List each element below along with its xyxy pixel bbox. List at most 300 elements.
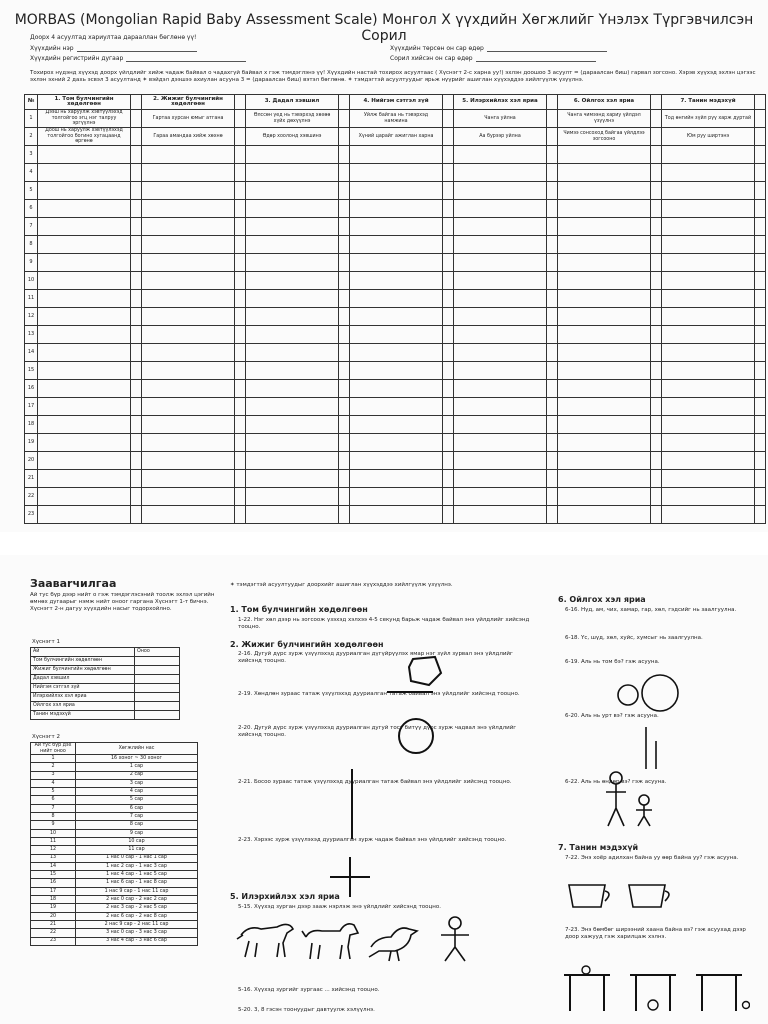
check-cell[interactable] [235, 236, 246, 254]
check-cell[interactable] [755, 398, 766, 416]
check-cell[interactable] [339, 146, 350, 164]
item-cell [142, 416, 235, 434]
check-cell[interactable] [235, 470, 246, 488]
score-cell[interactable] [135, 711, 180, 720]
total-score-cell: Ай тус бүр дэх нийт оноо [31, 743, 76, 755]
check-cell[interactable] [547, 95, 558, 110]
check-cell[interactable] [443, 128, 454, 146]
item-cell [142, 398, 235, 416]
domain-cell: Ай [31, 648, 135, 657]
check-cell[interactable] [651, 218, 662, 236]
row-number: 10 [25, 272, 38, 290]
check-cell[interactable] [443, 218, 454, 236]
item-cell [558, 254, 651, 272]
row-number: 4 [25, 164, 38, 182]
check-cell[interactable] [651, 164, 662, 182]
item-cell [142, 362, 235, 380]
item-cell [350, 236, 443, 254]
check-cell[interactable] [547, 416, 558, 434]
total-score-cell: 12 [31, 846, 76, 854]
check-cell[interactable] [443, 290, 454, 308]
check-cell[interactable] [131, 488, 142, 506]
item-cell [558, 470, 651, 488]
check-cell[interactable] [235, 272, 246, 290]
check-cell[interactable] [235, 308, 246, 326]
check-cell[interactable] [339, 344, 350, 362]
check-cell[interactable] [443, 200, 454, 218]
item-cell [142, 272, 235, 290]
check-cell[interactable] [547, 470, 558, 488]
row-number: 18 [25, 416, 38, 434]
dev-age-cell: 1 нас 0 сар - 1 нас 1 сар [76, 854, 198, 862]
total-score-cell: 17 [31, 887, 76, 895]
circle-figure [395, 715, 437, 757]
check-cell[interactable] [339, 110, 350, 128]
check-cell[interactable] [651, 236, 662, 254]
check-cell[interactable] [339, 434, 350, 452]
check-cell[interactable] [443, 452, 454, 470]
check-cell[interactable] [443, 236, 454, 254]
col-header-cognitive: 7. Танин мэдэхүй [662, 95, 755, 110]
child-name-field[interactable]: Хүүхдийн нэр [30, 44, 197, 52]
item-cell [454, 488, 547, 506]
check-cell[interactable] [235, 164, 246, 182]
table1-title: Хүснэгт 1 [32, 639, 61, 645]
check-cell[interactable] [755, 416, 766, 434]
check-cell[interactable] [755, 308, 766, 326]
item-cell [662, 380, 755, 398]
item-cell [558, 308, 651, 326]
dev-age-cell: 3 нас 0 сар - 3 нас 3 сар [76, 929, 198, 937]
cognitive-item-1: 7-22. Энэ хоёр адилхан байна уу өөр байна уу? гэж асууна. [565, 855, 739, 861]
check-cell[interactable] [755, 326, 766, 344]
check-cell[interactable] [443, 416, 454, 434]
check-cell[interactable] [443, 434, 454, 452]
item-cell [246, 452, 339, 470]
check-cell[interactable] [339, 272, 350, 290]
item-cell [350, 254, 443, 272]
item-cell: Аа бурээр уйлна [454, 128, 547, 146]
check-cell[interactable] [339, 398, 350, 416]
check-cell[interactable] [651, 272, 662, 290]
check-cell[interactable] [651, 470, 662, 488]
check-cell[interactable] [131, 308, 142, 326]
item-cell [350, 416, 443, 434]
dev-age-cell: 3 сар [76, 779, 198, 787]
check-cell[interactable] [755, 146, 766, 164]
check-cell[interactable] [339, 200, 350, 218]
item-cell [38, 470, 131, 488]
check-cell[interactable] [755, 164, 766, 182]
check-cell[interactable] [235, 362, 246, 380]
table-row [25, 416, 766, 434]
check-cell[interactable] [443, 380, 454, 398]
item-cell [246, 146, 339, 164]
check-cell[interactable] [443, 95, 454, 110]
check-cell[interactable] [755, 434, 766, 452]
table-row [31, 755, 198, 763]
check-cell[interactable] [651, 290, 662, 308]
check-cell[interactable] [235, 344, 246, 362]
check-cell[interactable] [235, 326, 246, 344]
check-cell[interactable] [651, 128, 662, 146]
check-cell[interactable] [755, 452, 766, 470]
check-cell[interactable] [755, 236, 766, 254]
check-cell[interactable] [755, 218, 766, 236]
item-cell [454, 380, 547, 398]
check-cell[interactable] [755, 362, 766, 380]
check-cell[interactable] [651, 95, 662, 110]
dev-age-cell: 2 нас 6 сар - 2 нас 8 сар [76, 912, 198, 920]
score-cell[interactable] [135, 675, 180, 684]
table-row [25, 218, 766, 236]
check-cell[interactable] [755, 128, 766, 146]
total-score-cell: 22 [31, 929, 76, 937]
check-cell[interactable] [547, 146, 558, 164]
table-row [31, 920, 198, 928]
dev-age-cell: 1 сар [76, 763, 198, 771]
check-cell[interactable] [339, 254, 350, 272]
score-cell[interactable] [135, 657, 180, 666]
child-register-field[interactable]: Хүүхдийн регистрийн дугаар [30, 54, 246, 62]
check-cell[interactable] [755, 95, 766, 110]
item-cell [662, 164, 755, 182]
check-cell[interactable] [651, 398, 662, 416]
fine-motor-item-2: 2-19. Хөндлөн зураас татаж үзүүлэхэд дууриалган татаж байвал энэ үйлдлийг хийсэнд тооцно. [238, 691, 520, 697]
check-cell[interactable] [651, 380, 662, 398]
instructions-page [0, 555, 768, 1024]
check-cell[interactable] [547, 200, 558, 218]
total-score-cell: 4 [31, 779, 76, 787]
check-cell[interactable] [547, 272, 558, 290]
check-cell[interactable] [547, 380, 558, 398]
test-date-field[interactable]: Сорил хийсэн он сар өдөр [390, 54, 596, 62]
table-row [31, 796, 198, 804]
item-cell [662, 398, 755, 416]
item-cell [454, 146, 547, 164]
check-cell[interactable] [755, 290, 766, 308]
check-cell[interactable] [339, 326, 350, 344]
table-row [31, 788, 198, 796]
check-cell[interactable] [651, 416, 662, 434]
check-cell[interactable] [235, 398, 246, 416]
item-cell [558, 434, 651, 452]
check-cell[interactable] [443, 470, 454, 488]
check-cell[interactable] [131, 164, 142, 182]
row-number: 7 [25, 218, 38, 236]
check-cell[interactable] [651, 488, 662, 506]
dev-age-cell: 2 нас 9 сар - 2 нас 11 сар [76, 920, 198, 928]
check-cell[interactable] [443, 272, 454, 290]
check-cell[interactable] [651, 146, 662, 164]
item-cell [246, 308, 339, 326]
check-cell[interactable] [235, 488, 246, 506]
check-cell[interactable] [651, 344, 662, 362]
dev-age-cell: 11 сар [76, 846, 198, 854]
check-cell[interactable] [755, 254, 766, 272]
table-row [25, 326, 766, 344]
check-cell[interactable] [547, 128, 558, 146]
check-cell[interactable] [235, 380, 246, 398]
item-cell [558, 380, 651, 398]
check-cell[interactable] [339, 380, 350, 398]
total-score-cell: 8 [31, 813, 76, 821]
table-row [31, 879, 198, 887]
row-number: 16 [25, 380, 38, 398]
expressive-item: 5-15. Хүүхэд зурган дээр зааж нэрлэж энэ үйлдлийг хийсэнд тооцно. [238, 904, 441, 910]
check-cell[interactable] [547, 362, 558, 380]
row-number: 17 [25, 398, 38, 416]
fine-motor-item-4: 2-21. Босоо зураас татаж үзүүлэхэд дууриалган татаж байвал энэ үйлдлийг хийсэнд тооцно. [238, 779, 512, 785]
col-header-self-help: 3. Дадал хэвшил [246, 95, 339, 110]
check-cell[interactable] [131, 218, 142, 236]
check-cell[interactable] [443, 110, 454, 128]
check-cell[interactable] [339, 506, 350, 524]
check-cell[interactable] [443, 182, 454, 200]
check-cell[interactable] [443, 164, 454, 182]
table-header-row [25, 95, 766, 110]
check-cell[interactable] [339, 164, 350, 182]
item-cell [38, 506, 131, 524]
check-cell[interactable] [755, 488, 766, 506]
table-row [25, 272, 766, 290]
check-cell[interactable] [651, 434, 662, 452]
check-cell[interactable] [131, 434, 142, 452]
check-cell[interactable] [339, 362, 350, 380]
check-cell[interactable] [235, 200, 246, 218]
table-row [31, 846, 198, 854]
table-row [31, 887, 198, 895]
item-cell [350, 200, 443, 218]
check-cell[interactable] [339, 128, 350, 146]
item-cell [558, 416, 651, 434]
item-cell [350, 146, 443, 164]
check-cell[interactable] [131, 272, 142, 290]
check-cell[interactable] [651, 110, 662, 128]
item-cell [350, 380, 443, 398]
total-score-cell: 21 [31, 920, 76, 928]
check-cell[interactable] [235, 182, 246, 200]
check-cell[interactable] [131, 146, 142, 164]
check-cell[interactable] [651, 452, 662, 470]
check-cell[interactable] [235, 452, 246, 470]
item-cell [454, 398, 547, 416]
check-cell[interactable] [443, 398, 454, 416]
check-cell[interactable] [651, 362, 662, 380]
item-cell [142, 488, 235, 506]
item-cell [558, 164, 651, 182]
item-cell [350, 434, 443, 452]
row-number: 20 [25, 452, 38, 470]
check-cell[interactable] [651, 200, 662, 218]
check-cell[interactable] [131, 362, 142, 380]
item-cell [142, 290, 235, 308]
birth-date-field[interactable]: Хүүхдийн төрсөн он сар өдөр [390, 44, 607, 52]
receptive-item-1: 6-16. Нүд, ам, чих, хамар, гар, хөл, гэдсийг нь заалгуулна. [565, 607, 737, 613]
item-cell [662, 254, 755, 272]
row-number: 19 [25, 434, 38, 452]
score-cell[interactable] [135, 684, 180, 693]
score-cell[interactable] [135, 666, 180, 675]
check-cell[interactable] [131, 470, 142, 488]
item-cell [142, 218, 235, 236]
table-row [25, 146, 766, 164]
check-cell[interactable] [443, 326, 454, 344]
dev-age-cell: 10 сар [76, 837, 198, 845]
item-cell [38, 416, 131, 434]
item-cell [454, 236, 547, 254]
check-cell[interactable] [651, 308, 662, 326]
check-cell[interactable] [547, 344, 558, 362]
table-row [31, 702, 180, 711]
check-cell[interactable] [131, 344, 142, 362]
check-cell[interactable] [339, 452, 350, 470]
item-cell [142, 452, 235, 470]
item-cell [454, 164, 547, 182]
row-number: 15 [25, 362, 38, 380]
check-cell[interactable] [131, 95, 142, 110]
item-cell [38, 452, 131, 470]
item-cell [142, 434, 235, 452]
check-cell[interactable] [339, 182, 350, 200]
check-cell[interactable] [755, 272, 766, 290]
check-cell[interactable] [547, 308, 558, 326]
check-cell[interactable] [339, 218, 350, 236]
check-cell[interactable] [547, 290, 558, 308]
check-cell[interactable] [443, 146, 454, 164]
score-table [30, 647, 180, 720]
row-number: 2 [25, 128, 38, 146]
check-cell[interactable] [131, 380, 142, 398]
check-cell[interactable] [755, 470, 766, 488]
check-cell[interactable] [755, 506, 766, 524]
item-cell [38, 326, 131, 344]
item-cell [558, 200, 651, 218]
check-cell[interactable] [651, 326, 662, 344]
item-cell [662, 416, 755, 434]
table-row [25, 236, 766, 254]
check-cell[interactable] [235, 146, 246, 164]
row-number: 21 [25, 470, 38, 488]
check-cell[interactable] [339, 416, 350, 434]
check-cell[interactable] [235, 110, 246, 128]
check-cell[interactable] [131, 326, 142, 344]
table-row [25, 452, 766, 470]
score-cell[interactable] [135, 702, 180, 711]
dev-age-cell: 4 сар [76, 788, 198, 796]
check-cell[interactable] [339, 236, 350, 254]
item-cell [662, 290, 755, 308]
check-cell[interactable] [131, 416, 142, 434]
check-cell[interactable] [131, 254, 142, 272]
check-cell[interactable] [339, 308, 350, 326]
check-cell[interactable] [755, 200, 766, 218]
check-cell[interactable] [339, 290, 350, 308]
check-cell[interactable] [755, 110, 766, 128]
check-cell[interactable] [339, 470, 350, 488]
table-row [31, 675, 180, 684]
check-cell[interactable] [547, 254, 558, 272]
check-cell[interactable] [651, 506, 662, 524]
check-cell[interactable] [131, 182, 142, 200]
check-cell[interactable] [339, 488, 350, 506]
row-number: 5 [25, 182, 38, 200]
check-cell[interactable] [131, 200, 142, 218]
check-cell[interactable] [547, 236, 558, 254]
score-cell: Оноо [135, 648, 180, 657]
check-cell[interactable] [547, 398, 558, 416]
check-cell[interactable] [235, 128, 246, 146]
check-cell[interactable] [755, 182, 766, 200]
item-cell [454, 452, 547, 470]
check-cell[interactable] [131, 506, 142, 524]
check-cell[interactable] [443, 344, 454, 362]
check-cell[interactable] [235, 416, 246, 434]
item-cell [246, 254, 339, 272]
check-cell[interactable] [443, 308, 454, 326]
check-cell[interactable] [131, 128, 142, 146]
check-cell[interactable] [547, 182, 558, 200]
check-cell[interactable] [547, 164, 558, 182]
item-cell [246, 362, 339, 380]
check-cell[interactable] [235, 95, 246, 110]
check-cell[interactable] [547, 488, 558, 506]
check-cell[interactable] [443, 362, 454, 380]
table-row [25, 290, 766, 308]
check-cell[interactable] [755, 380, 766, 398]
check-cell[interactable] [443, 254, 454, 272]
col-header-fine-motor: 2. Жижиг булчингийн хөдөлгөөн [142, 95, 235, 110]
check-cell[interactable] [443, 488, 454, 506]
check-cell[interactable] [235, 290, 246, 308]
table-row [31, 929, 198, 937]
check-cell[interactable] [131, 398, 142, 416]
check-cell[interactable] [131, 236, 142, 254]
check-cell[interactable] [547, 218, 558, 236]
total-score-cell: 9 [31, 821, 76, 829]
check-cell[interactable] [547, 434, 558, 452]
check-cell[interactable] [235, 254, 246, 272]
check-cell[interactable] [755, 344, 766, 362]
check-cell[interactable] [547, 452, 558, 470]
check-cell[interactable] [651, 254, 662, 272]
check-cell[interactable] [547, 326, 558, 344]
item-cell [558, 398, 651, 416]
check-cell[interactable] [547, 110, 558, 128]
check-cell[interactable] [131, 110, 142, 128]
item-cell [246, 272, 339, 290]
check-cell[interactable] [339, 95, 350, 110]
item-cell [350, 218, 443, 236]
item-cell [662, 488, 755, 506]
table-row [25, 110, 766, 128]
section-cognitive: 7. Танин мэдэхүй [558, 843, 639, 852]
check-cell[interactable] [651, 182, 662, 200]
item-cell [350, 362, 443, 380]
item-cell [558, 272, 651, 290]
score-cell[interactable] [135, 693, 180, 702]
check-cell[interactable] [235, 218, 246, 236]
check-cell[interactable] [443, 506, 454, 524]
check-cell[interactable] [131, 452, 142, 470]
check-cell[interactable] [235, 506, 246, 524]
check-cell[interactable] [235, 434, 246, 452]
check-cell[interactable] [547, 506, 558, 524]
section-receptive: 6. Ойлгох хэл яриа [558, 595, 646, 604]
check-cell[interactable] [131, 290, 142, 308]
col-header-social: 4. Нийгэм сэтгэл зүй [350, 95, 443, 110]
fine-motor-item-3: 2-20. Дугуй дүрс зурж үзүүлэхэд дууриалган дугуй тост битүү дүрс зурж чадвал энэ үйлдлийг хийсэнд тооцно. [238, 725, 517, 738]
